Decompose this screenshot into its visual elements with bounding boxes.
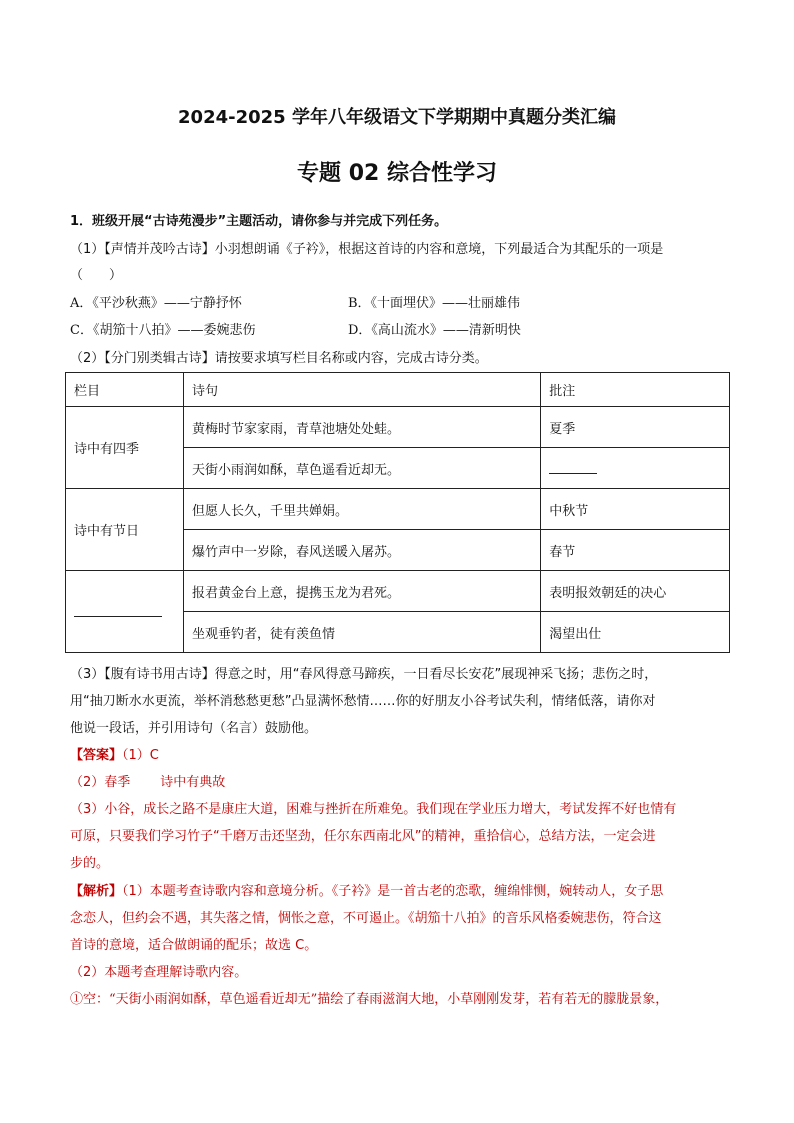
poem-cell: 报君黄金台上意，提携玉龙为君死。 bbox=[183, 571, 540, 612]
part1-text-line1: （1）【声情并茂吟古诗】小羽想朗诵《子衿》，根据这首诗的内容和意境，下列最适合为其配乐的一项是 bbox=[70, 242, 664, 257]
header-note: 批注 bbox=[541, 373, 730, 407]
document-subtitle: 专题 02 综合性学习 bbox=[297, 161, 497, 186]
poem-cell: 天街小雨润如酥，草色遥看近却无。 bbox=[183, 448, 540, 489]
option-b: B．《十面埋伏》——壮丽雄伟 bbox=[348, 296, 521, 311]
group-cell-seasons: 诗中有四季 bbox=[66, 407, 184, 489]
group-cell-festivals: 诗中有节日 bbox=[66, 489, 184, 571]
analysis-line4: （2）本题考查理解诗歌内容。 bbox=[70, 965, 248, 980]
answer-3-line2: 可原，只要我们学习竹子“千磨万击还坚劲，任尔东西南北风”的精神，重拾信心，总结方法，一定会进 bbox=[70, 829, 656, 844]
answer-2: （2）春季 bbox=[70, 775, 131, 790]
table-row bbox=[66, 489, 730, 530]
table-row bbox=[66, 407, 730, 448]
poem-cell: 黄梅时节家家雨，青草池塘处处蛙。 bbox=[183, 407, 540, 448]
fill-blank-line bbox=[549, 459, 597, 474]
question-stem: 1．班级开展“古诗苑漫步”主题活动，请你参与并完成下列任务。 bbox=[70, 214, 448, 229]
part3-text-line1: （3）【腹有诗书用古诗】得意之时，用“春风得意马蹄疾，一日看尽长安花”展现神采飞扬；悲伤之时， bbox=[70, 667, 658, 682]
answer-3-line1: （3）小谷，成长之路不是康庄大道，困难与挫折在所难免。我们现在学业压力增大，考试发挥不好也情有 bbox=[70, 802, 677, 817]
note-cell: 中秋节 bbox=[541, 489, 730, 530]
poem-cell: 但愿人长久，千里共婵娟。 bbox=[183, 489, 540, 530]
header-poem: 诗句 bbox=[183, 373, 540, 407]
answer-2-extra: 诗中有典故 bbox=[160, 775, 226, 790]
note-cell-blank bbox=[541, 448, 730, 489]
part3-text-line2: 用“抽刀断水水更流，举杯消愁愁更愁”凸显满怀愁情……你的好朋友小谷考试失利，情绪低落，请你对 bbox=[70, 694, 656, 709]
part2-text: （2）【分门别类辑古诗】请按要求填写栏目名称或内容，完成古诗分类。 bbox=[70, 351, 488, 366]
analysis-line3: 首诗的意境，适合做朗诵的配乐；故选 C。 bbox=[70, 938, 318, 953]
analysis-line5: ①空：“天街小雨润如酥，草色遥看近却无”描绘了春雨滋润大地，小草刚刚发芽，若有若无的朦胧景象， bbox=[70, 992, 669, 1007]
answer-label: 【答案】 bbox=[70, 748, 123, 763]
answer-line2 bbox=[70, 771, 225, 790]
answer-3-line3: 步的。 bbox=[70, 856, 110, 871]
answer-1: （1）C bbox=[122, 748, 159, 763]
option-c: C．《胡笳十八拍》——委婉悲伤 bbox=[70, 323, 256, 338]
table-row bbox=[66, 571, 730, 612]
analysis-text: （1）本题考查诗歌内容和意境分析。《子衿》是一首古老的恋歌，缠绵悱恻，婉转动人，女子思 bbox=[122, 884, 664, 899]
note-cell: 渴望出仕 bbox=[541, 612, 730, 653]
option-d: D．《高山流水》——清新明快 bbox=[348, 323, 521, 338]
analysis-label: 【解析】 bbox=[70, 884, 123, 899]
document-title: 2024-2025 学年八年级语文下学期期中真题分类汇编 bbox=[178, 107, 616, 128]
header-column: 栏目 bbox=[66, 373, 184, 407]
group-cell-blank bbox=[66, 571, 184, 653]
note-cell: 春节 bbox=[541, 530, 730, 571]
answer-line1 bbox=[70, 744, 159, 763]
part1-text-line2: （ ） bbox=[70, 268, 123, 283]
note-cell: 夏季 bbox=[541, 407, 730, 448]
option-a: A．《平沙秋燕》——宁静抒怀 bbox=[70, 296, 242, 311]
poem-cell: 爆竹声中一岁除，春风送暖入屠苏。 bbox=[183, 530, 540, 571]
note-cell: 表明报效朝廷的决心 bbox=[541, 571, 730, 612]
analysis-line1 bbox=[70, 880, 663, 899]
fill-blank-line bbox=[74, 602, 162, 617]
poem-cell: 坐观垂钓者，徒有羡鱼情 bbox=[183, 612, 540, 653]
poem-classification-table bbox=[65, 372, 730, 653]
table-header-row bbox=[66, 373, 730, 407]
part3-text-line3: 他说一段话，并引用诗句（名言）鼓励他。 bbox=[70, 721, 318, 736]
analysis-line2: 念恋人，但约会不遇，其失落之情，惆怅之意，不可遏止。《胡笳十八拍》的音乐风格委婉悲伤，符合这 bbox=[70, 911, 662, 926]
